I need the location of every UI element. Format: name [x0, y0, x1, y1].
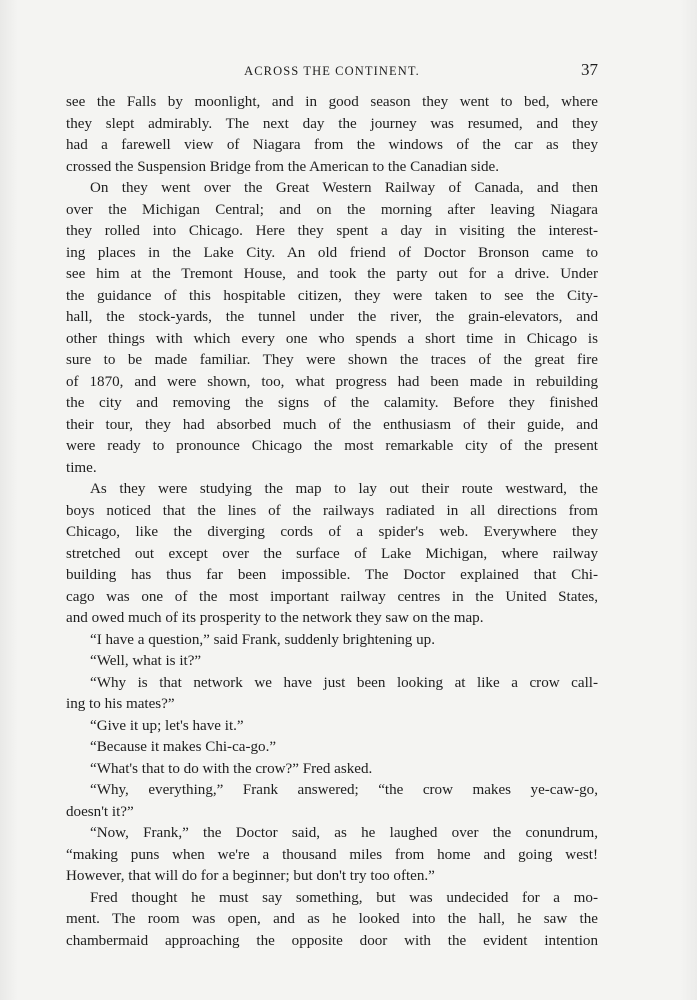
text-line: “What's that to do with the crow?” Fred asked.: [90, 760, 373, 777]
text-line: “Now, Frank,” the Doctor said, as he laughed over the conundrum,: [90, 825, 598, 841]
text-line: “I have a question,” said Frank, suddenly brightening up.: [90, 631, 435, 648]
text-line: over the Michigan Central; and on the morning after leaving Niagara: [66, 201, 598, 218]
page-number: 37: [581, 60, 598, 79]
text-line: “Give it up; let's have it.”: [90, 717, 244, 734]
text-line: building has thus far been impossible. The Doctor explained that Chi-: [66, 567, 598, 583]
text-line: “making puns when we're a thousand miles from home and going west!: [66, 846, 598, 863]
page-header: [66, 60, 598, 86]
text-line: doesn't it?”: [66, 803, 134, 820]
text-line: chambermaid approaching the opposite door with the evident intention: [66, 932, 598, 949]
text-line: cago was one of the most important railway centres in the United States,: [66, 588, 598, 605]
text-line: they rolled into Chicago. Here they spent a day in visiting the interest-: [66, 223, 598, 239]
text-line: crossed the Suspension Bridge from the American to the Canadian side.: [66, 158, 500, 175]
text-line: “Well, what is it?”: [90, 653, 202, 669]
text-line: other things with which every one who spends a short time in Chicago is: [66, 330, 598, 347]
text-line: However, that will do for a beginner; but don't try too often.”: [66, 868, 435, 884]
text-line: On they went over the Great Western Railway of Canada, and then: [90, 180, 598, 196]
text-line: “Why is that network we have just been looking at like a crow call-: [90, 674, 598, 691]
text-line: “Why, everything,” Frank answered; “the crow makes ye-caw-go,: [90, 782, 598, 798]
text-line: Fred thought he must say something, but was undecided for a mo-: [90, 889, 598, 906]
running-head: ACROSS THE CONTINENT.: [244, 64, 420, 78]
text-line: they slept admirably. The next day the journey was resumed, and they: [66, 115, 598, 132]
text-line: the city and removing the signs of the calamity. Before they finished: [66, 395, 598, 411]
text-line: were ready to pronounce Chicago the most remarkable city of the present: [66, 438, 598, 454]
text-line: boys noticed that the lines of the railways radiated in all directions from: [66, 502, 598, 519]
text-line: and owed much of its prosperity to the network they saw on the map.: [66, 610, 484, 626]
text-line: ing places in the Lake City. An old friend of Doctor Bronson came to: [66, 244, 598, 261]
text-line: hall, the stock-yards, the tunnel under the river, the grain-elevators, and: [66, 309, 598, 325]
text-line: the guidance of this hospitable citizen, they were taken to see the City-: [66, 287, 598, 304]
text-line: their tour, they had absorbed much of the enthusiasm of their guide, and: [66, 416, 598, 433]
text-line: “Because it makes Chi-ca-go.”: [90, 739, 277, 755]
text-line: see him at the Tremont House, and took the party out for a drive. Under: [66, 266, 598, 282]
text-line: stretched out except over the surface of Lake Michigan, where railway: [66, 545, 598, 562]
text-line: time.: [66, 459, 97, 476]
text-line: ing to his mates?”: [66, 696, 175, 712]
text-line: sure to be made familiar. They were shown the traces of the great fire: [66, 352, 598, 368]
text-line: As they were studying the map to lay out their route westward, the: [90, 481, 598, 497]
text-line: Chicago, like the diverging cords of a spider's web. Everywhere they: [66, 524, 598, 540]
text-line: had a farewell view of Niagara from the windows of the car as they: [66, 137, 598, 153]
text-line: ment. The room was open, and as he looked into the hall, he saw the: [66, 911, 598, 927]
body-text: [66, 92, 598, 952]
text-line: of 1870, and were shown, too, what progress had been made in rebuilding: [66, 373, 598, 390]
text-line: see the Falls by moonlight, and in good season they went to bed, where: [66, 94, 598, 110]
